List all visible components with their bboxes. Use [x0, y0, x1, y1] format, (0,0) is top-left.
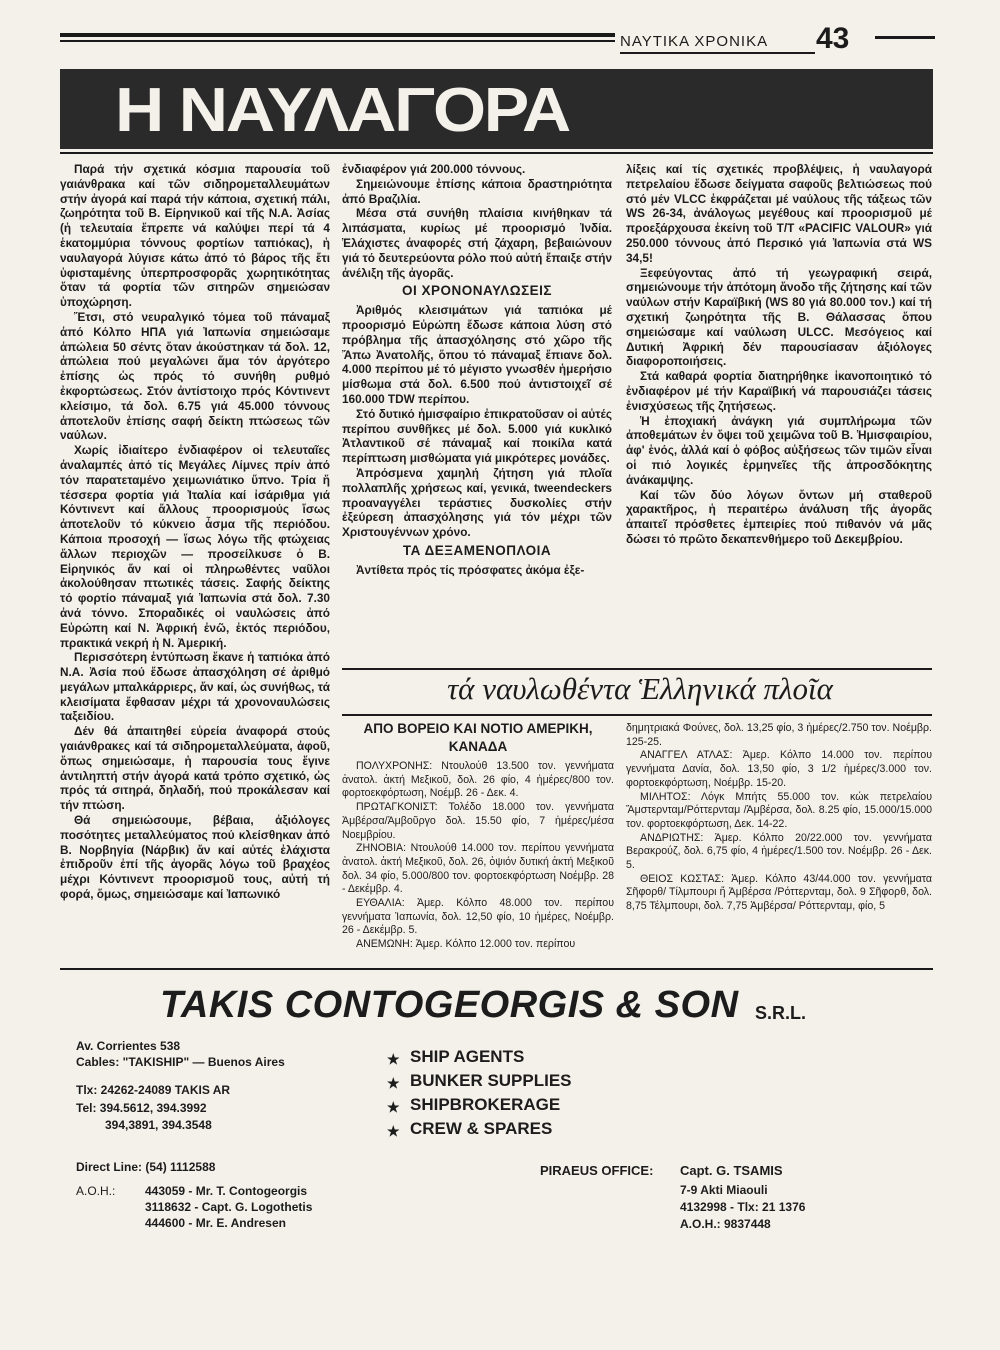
piraeus-office-name: Capt. G. TSAMIS	[680, 1163, 783, 1178]
advert-telex: Tlx: 24262-24089 TAKIS AR	[76, 1083, 231, 1097]
paragraph: ἐνδιαφέρον γιά 200.000 τόννους.	[342, 162, 526, 176]
paragraph: Ἀντίθετα πρός τίς πρόσφατες ἀκόμα ἐξε-	[356, 562, 585, 577]
paragraph: Δέν θά ἀπαιτηθεί εὐρεία ἀναφορά στούς γαιάνθρακες καί τά σιδηρομεταλλεύματα, ἀφοῦ, ὅπως σημειώσαμε, ἡ παρουσία τους ἔγινε ἀντιληπτή στήν ἀγορά κατά τρόπο σχετικό, ὡς πρός τά σιτηρά, δηλαδή, πού προκάλεσαν καί τήν πτώση.	[60, 724, 330, 813]
paragraph: Ἀριθμός κλεισιμάτων γιά ταπιόκα μέ προορισμό Εὐρώπη ἔδωσε κάποια λύση στό πρόβλημα τῆς ἀπασχόλησης στό χῶρο τῆς Ἄπω Ἀνατολῆς, ὅπου τό πάναμαξ ἔπιανε δολ. 4.000 περίπου μέ τό μέγιστο γνωσθέν ἡμερήσιο μίσθωμα στά δολ. 6.500 πού ἀντιστοιχεῖ σέ 160.000 TDW περίπου.	[342, 303, 612, 406]
piraeus-office-label: PIRAEUS OFFICE:	[540, 1163, 654, 1178]
fixture-entry: ΑΝΔΡΙΩΤΗΣ: Ἀμερ. Κόλπο 20/22.000 τον. γεννήματα Βερακρούζ, δολ. 6,75 φίο, 4 ἡμέρες/1.500 τον. Νοέμβρ. 26 - Δεκ. 5.	[626, 831, 932, 872]
paragraph: Στό δυτικό ἡμισφαίριο ἐπικρατοῦσαν οἱ αὐτές περίπου συνθῆκες μέ δολ. 5.000 γιά κυκλικό Ἀτλαντικοῦ σέ πάναμαξ καί ποικίλα κατά περίπτωση μισθώματα γιά μικρότερες μονάδες.	[342, 406, 612, 466]
paragraph: Σημειώνουμε ἐπίσης κάποια δραστηριότητα ἀπό Βραζιλία.	[342, 176, 612, 206]
fixture-entry: ΠΡΩΤΑΓΚΟΝΙΣΤ: Τολέδο 18.000 τον. γεννήματα Ἀμβέρσα/Ἀμβοῦργο δολ. 15.50 φίο, 7 ἡμέρες/μέσα Νοεμβρίου.	[342, 801, 614, 841]
piraeus-office-address: 7-9 Akti Miaouli	[680, 1183, 768, 1197]
piraeus-office-tel: 4132998 - Tlx: 21 1376	[680, 1200, 806, 1214]
piraeus-office-aoh: A.O.H.: 9837448	[680, 1217, 771, 1231]
paragraph: Ἡ ἐποχιακή ἀνάγκη γιά συμπλήρωμα τῶν ἀποθεμάτων ἐν ὄψει τοῦ χειμῶνα τοῦ Β. Ἡμισφαιρίου, ἀφ' ἑνός, ἀλλά καί ὁ φόβος αὐξήσεως τῶν τιμῶν εἶναι οἱ πιό λογικές ἑρμηνεῖες τῆς ἀπροσδόκητης ἀνάκαμψης.	[626, 413, 932, 487]
advert-suffix: S.R.L.	[755, 1003, 807, 1023]
fixture-entry: ΘΕΙΟΣ ΚΩΣΤΑΣ: Ἀμερ. Κόλπο 43/44.000 τον. γεννήματα Σῆφορθ/ Τίλμπουρι ἤ Ἀμβέρσα /Ρόττερνταμ, δολ. 9 Σῆφορθ, δολ. 8,75 Τέλμπουρι, δολ. 7,75 Ἀμβέρσα/ Ρόττερνταμ, φίο, 5	[626, 872, 932, 913]
magazine-name: ΝΑΥΤΙΚΑ ΧΡΟΝΙΚΑ	[620, 33, 769, 50]
paragraph: Παρά τήν σχετικά κόσμια παρουσία τοῦ γαιάνθρακα καί τῶν σιδηρομεταλλευμάτων στήν ἀγορά καί παρά τήν κάποια, σχετική πάλι, ζωηρότητα τοῦ Β. Είρηνικοῦ καί τῆς Ν.Α. Ἀσίας (ἡ τελευταία ἔπρεπε νά καλύψει περί τά 4 ἑκατομμύρια τόννους φορτίων ταπιόκας), ἡ ναυλαγορά λύγισε κάτω ἀπό τό βάρος τῆς ἔτι ὑφισταμένης ὑπερπροσφορᾶς χωρητικότητας ὅταν τά φορτία τῶν σιτηρῶν σημειώσαν ὑποχώρηση.	[60, 162, 330, 310]
section-heading-timecharter: ΟΙ ΧΡΟΝΟΝΑΥΛΩΣΕΙΣ	[401, 283, 553, 299]
advert-service-4: CREW & SPARES	[410, 1119, 553, 1138]
paragraph: Θά σημειώσουμε, βέβαια, ἀξιόλογες ποσότητες μεταλλεύματος πού κλείσθηκαν ἀπό Β. Νορβηγία (Νάρβικ) ἄν καί αὐτές ἐλάχιστα ἐπιδροῦν ἐπί τῆς ἀγορᾶς λόγω τοῦ βραχέος μέχρι Κόντινεντ προορισμοῦ τους, αὐτή τή φορά, ὅμως, σημειώσαμε καί Ἰαπωνικό	[60, 813, 330, 902]
advert-cables: Cables: "TAKISHIP" — Buenos Aires	[76, 1055, 285, 1069]
paragraph: Στά καθαρά φορτία διατηρήθηκε ἱκανοποιητικό τό ἐνδιαφέρον μέ τήν Καραϊβική νά παρουσιάζει τάσεις ἐνισχύσεως τῆς ζητήσεως.	[626, 369, 932, 413]
fixture-entry: ΠΟΛΥΧΡΟΝΗΣ: Ντουλούθ 13.500 τον. γεννήματα ἀνατολ. ἀκτή Μεξικοῦ, δολ. 26 φίο, 4 ἡμέρες/800 τον. φορτοεκφόρτωση, Νοέμβ. 26 - Δεκ. 4.	[342, 760, 614, 800]
advert-service-3: SHIPBROKERAGE	[410, 1095, 561, 1114]
advert-tel-2: 394,3891, 394.3548	[105, 1118, 212, 1132]
service-star-icon: ★	[387, 1099, 400, 1115]
fixtures-left-column	[342, 720, 614, 952]
page-number: 43	[816, 22, 850, 55]
advert-service-2: BUNKER SUPPLIES	[410, 1071, 572, 1090]
header-rule-left-thick	[60, 33, 615, 37]
service-star-icon: ★	[387, 1123, 400, 1139]
paragraph: Περισσότερη ἐντύπωση ἔκανε ἡ ταπιόκα ἀπό Ν.Α. Ἀσία πού ἔδωσε ἀπασχόληση σέ ἀριθμό μεγάλων μπαλκάρριερς, ἄν καί, ὡς συνήθως, τά κλεισίματα ἔφθασαν μέχρι τά χρονοναυλώσεις ταξειδίου.	[60, 650, 330, 724]
fixture-entry: ΖΗΝΟΒΙΑ: Ντουλούθ 14.000 τον. περίπου γεννήματα ἀνατολ. ἀκτή Μεξικοῦ, δολ. 26, ὀψιόν δυτική ἀκτή Μεξικοῦ δολ. 34 φίο, 5.000/800 τον. φορτοεκφόρτωση Νοέμβρ. 28 - Δεκέμβρ. 4.	[342, 842, 614, 896]
service-star-icon: ★	[387, 1051, 400, 1067]
paragraph: Καί τῶν δύο λόγων ὄντων μή σταθεροῦ χαρακτῆρος, ἡ περαιτέρω ἀνάλυση τῆς ἀγορᾶς ἀπαιτεῖ πρόσθετες ἐμπειρίες πού πιθανόν νά μᾶς δώσει τό πρῶτο δεκαπενθήμερο τοῦ Δεκεμβρίου.	[626, 487, 932, 546]
advert-address: Av. Corrientes 538	[76, 1039, 181, 1053]
paragraph: Ξεφεύγοντας ἀπό τή γεωγραφική σειρά, σημειώνουμε τήν ἀπότομη ἄνοδο τῆς ζήτησης καί τῶν ναύλων στήν Καραϊβική (WS 80 γιά 80.000 τον.) καί τή σχετική ζωηρότητα τῆς Β. Θάλασσας ὅπου σημειώσαμε καί ναύλωση ULCC. Μεσόγειος καί Δυτική Ἀφρική δέν παρουσίασαν ἀξιόλογες διαφοροποιήσεις.	[626, 265, 932, 369]
fixtures-right-column	[626, 722, 932, 914]
advert-service-1: SHIP AGENTS	[410, 1047, 525, 1066]
advert-direct-line: Direct Line: (54) 1112588	[76, 1160, 216, 1174]
advert-company: TAKIS CONTOGEORGIS & SON	[160, 984, 739, 1026]
article-column-3	[626, 162, 932, 547]
paragraph: Ἀπρόσμενα χαμηλή ζήτηση γιά πλοῖα πολλαπλῆς χρήσεως καί, γενικά, tweendeckers προαναγγέλει τεράστιες δυσκολίες στήν ἐξεύρεση ἀπασχόλησης γιά τόν μέχρι τῶν Χριστουγέννων χρόνο.	[342, 465, 612, 540]
fixture-entry: ΑΝΕΜΩΝΗ: Ἀμερ. Κόλπο 12.000 τον. περίπου	[356, 938, 576, 951]
fixture-entry: ΕΥΘΑΛΙΑ: Ἀμερ. Κόλπο 48.000 τον. περίπου γεννήματα Ἰαπωνία, δολ. 12,50 φίο, 10 ἡμέρες, Νοέμβρ. 26 - Δεκέμβρ. 5.	[342, 897, 614, 937]
fixtures-region-heading: ΑΠΟ ΒΟΡΕΙΟ ΚΑΙ ΝΟΤΙΟ ΑΜΕΡΙΚΗ, ΚΑΝΑΔΑ	[363, 721, 593, 754]
fixtures-title: τά ναυλωθέντα Ἑλληνικά πλοῖα	[447, 671, 833, 706]
advert-top-rule	[60, 968, 933, 970]
advert-tel: Tel: 394.5612, 394.3992	[76, 1101, 207, 1115]
fixture-entry: δημητριακά Φούνες, δολ. 13,25 φίο, 3 ἡμέρες/2.750 τον. Νοέμβρ. 125-25.	[626, 722, 932, 748]
advert-aoh-3: 444600 - Mr. E. Andresen	[145, 1216, 286, 1230]
article-column-1	[60, 162, 330, 902]
article-title: Η ΝΑΥΛΑΓΟΡΑ	[115, 76, 570, 145]
header-underline	[620, 52, 815, 54]
header-rule-right	[875, 36, 935, 39]
paragraph: Χωρίς ἰδιαίτερο ἐνδιαφέρον οἱ τελευταῖες ἀναλαμπές ἀπό τίς Μεγάλες Λίμνες πρίν ἀπό τόν παρατεταμένο χειμωνιάτικο ὕπνο. Τρία ἤ τέσσερα φορτία γιά Ἰταλία καί ἰσάριθμα γιά Κόντινεντ καί ἄλλους προορισμούς ἴσως ἀποτελοῦν τό κύκνειο ἆσμα τῆς περιόδου. Κάποια προσοχή — ἴσως λόγω τῆς φτώχειας ἄλλων περιοχῶν — προσείλκυσε ὁ Β. Εἰρηνικός ἄν καί οἱ πληρωθέντες ναῦλοι ἀκολούθησαν πτωτικές τάσεις. Σαφής δείκτης τό φορτίο πάναμαξ γιά Ἰαπωνία στά δολ. 7.30 ἀνά τόννο. Σποραδικές οἱ ναυλώσεις ἀπό Εὐρώπη καί Ν. Ἀφρική ἐνῶ, ἐκτός περιόδου, πρακτικά νεκρή ἡ Ν. Ἀμερική.	[60, 443, 330, 650]
banner-rule	[60, 152, 933, 154]
advert-aoh-2: 3118632 - Capt. G. Logothetis	[145, 1200, 313, 1214]
advert-aoh-1: 443059 - Mr. T. Contogeorgis	[145, 1184, 308, 1198]
article-column-2	[342, 162, 612, 578]
fixtures-title-underline	[342, 714, 932, 716]
section-heading-tankers: ΤΑ ΔΕΞΑΜΕΝΟΠΛΟΙΑ	[402, 542, 552, 558]
header-rule-left-thin	[60, 40, 615, 42]
fixture-entry: ΜΙΛΗΤΟΣ: Λόγκ Μπήτς 55.000 τον. κώκ πετρελαίου Ἄμστερνταμ/Ρόττερνταμ /Ἀμβέρσα, δολ. 8.25 φίο, 15.000/15.000 τον. φορτοεκφόρτωση, Δεκ. 14-22.	[626, 790, 932, 830]
paragraph: Μέσα στά συνήθη πλαίσια κινήθηκαν τά λιπάσματα, κυρίως μέ προορισμό Ἰνδία. Ἐλάχιστες ἀναφορές στή ζάχαρη, βεβαιώνουν γιά τό δευτερεύοντα ρόλο πού αὐτή ἔπαιξε στήν ἀνέλιξη τῆς ἀγορᾶς.	[342, 206, 612, 280]
advert-aoh-label: A.O.H.:	[76, 1184, 116, 1198]
service-star-icon: ★	[387, 1075, 400, 1091]
paragraph: λίξεις καί τίς σχετικές προβλέψεις, ἡ ναυλαγορά πετρελαίου ἔδωσε δείγματα σαφοῦς βελτιώσεως πού στό μέν VLCC ἐκφράζεται μέ ναύλους τῆς τάξεως τῶν WS 26-34, ἀνάλογως μεγέθους καί προορισμοῦ μέ προεξάρχουσα ἐκείνη τοῦ Τ/Τ «PACIFIC VALOUR» γιά 250.000 τόννους ἀπό Περσικό γιά Ἰαπωνία στά WS 34,5!	[626, 162, 932, 265]
paragraph: Ἔτσι, στό νευραλγικό τόμεα τοῦ πάναμαξ ἀπό Κόλπο ΗΠΑ γιά Ἰαπωνία σημειώσαμε ἀπώλεια 50 σέντς ὅταν ἀκούστηκαν τά δολ. 12, ἀπώλεια πού μεγαλώνει ἅμα τόν ἀργότερο ἐπίσης ὡς πρός τό συνήθη ρυθμό ἐκφορτώσεως. Στόν ἀντίστοιχο πρός Κόντινεντ κλείσιμο, τά δολ. 6.75 γιά 45.000 τόννους ἀποτελοῦν ἐπίσης σαφή δείκτη πτώσεως τῶν ναύλων.	[60, 309, 330, 443]
fixture-entry: ΑΝΑΓΓΕΛ ΑΤΛΑΣ: Ἀμερ. Κόλπο 14.000 τον. περίπου γεννήματα Δανία, δολ. 13,50 φίο, 3 1/2 ἡμέρες/3.000 τον. φορτοεκφόρτωση, Νοέμβρ. 15-20.	[626, 749, 932, 789]
